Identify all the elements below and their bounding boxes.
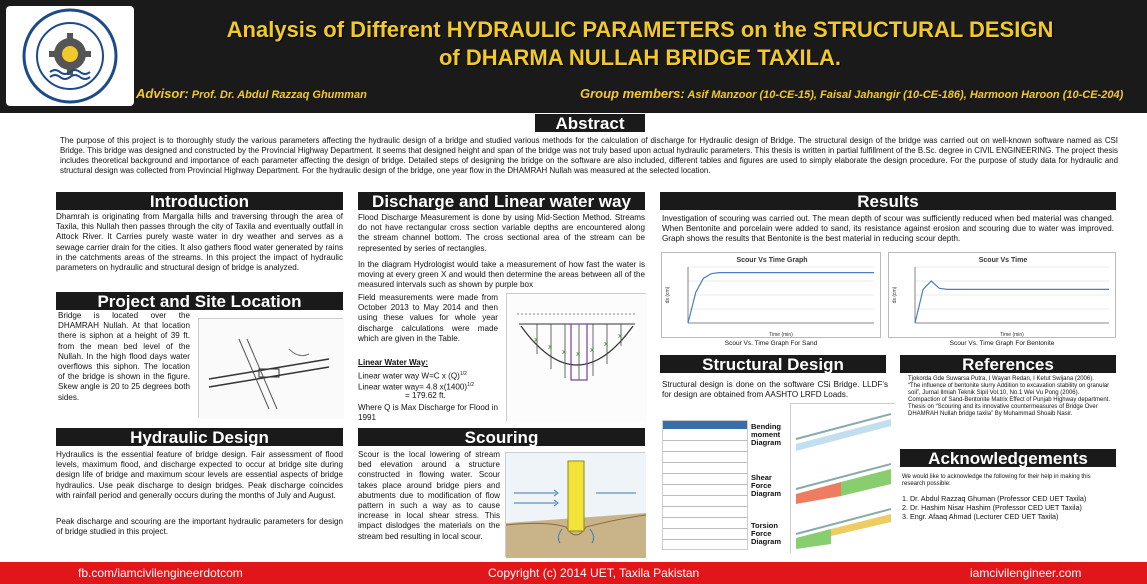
- table-row: [663, 484, 705, 495]
- scour-pier-figure: [505, 452, 645, 557]
- structural-design-text: Structural design is done on the software CSi Bridge. LLDF’s for design are obtained from AASHTO LRFD Loads.: [662, 380, 888, 400]
- label-torsion-force: Torsion Force Diagram: [751, 521, 782, 546]
- reference-item: “The influence of bentonite slurry Addition to excavation stability on granular soil”, Jurnal Ilmiah Teknik Sipil Vol.10, No.1 Wei Vu Pong (2006).: [908, 383, 1110, 396]
- linear-waterway-formula-text: Linear water way W=C x (Q): [358, 371, 460, 381]
- hydraulic-design-heading: Hydraulic Design: [56, 428, 343, 446]
- abstract-heading: Abstract: [535, 114, 645, 132]
- linear-waterway-line-2-text: Linear water way= 4.8 x(1400): [358, 382, 468, 392]
- linear-waterway-title: Linear Water Way:: [358, 358, 429, 367]
- footer-bar: [0, 562, 1147, 584]
- references-heading: References: [900, 355, 1116, 373]
- advisor-label: Advisor:: [136, 86, 189, 101]
- force-diagrams-figure: [790, 403, 895, 553]
- svg-text:x: x: [548, 343, 553, 351]
- acknowledgements-intro: We would like to acknowledge the following for their help in making this research possible:: [902, 474, 1091, 487]
- abstract-text: The purpose of this project is to thoroughly study the various parameters affecting the hydraulic design of a bridge and studied various methods for the calculation of discharge for Hydraulic design of Bridge. The structural design of the bridge was carried out on well-known software named as CSI Bridge. This bridge was designed and constructed by the Provincial Highway Department. It seems that designed height and span of the bridge was not truly based upon actual hydraulic parameters. This thesis is written in partial fulfillment of the B.Sc. degree in CIVIL ENGINEERING. The project thesis includes theoretical background and importance of each parameter affecting the design of bridge. Detailed steps of designing the bridge on the software are also included, different tables and figures are used to simply elaborate the design procedure. For the purpose of study data for hydraulic and structural design was collected from Provincial Highway Department. For the hydraulic design of the bridge, one year flow in the DHAMRAH Nullah was measured at the selected location.: [60, 136, 1118, 175]
- acknowledgement-item: 3. Engr. Afaaq Ahmad (Lecturer CED UET Taxila): [902, 512, 1059, 521]
- svg-text:x: x: [562, 348, 567, 356]
- y-axis-label: ds (cm): [892, 286, 898, 304]
- table-row: [663, 495, 705, 506]
- chart-title: Scour Vs Time Graph: [736, 257, 808, 264]
- caption-sand: Scour Vs. Time Graph For Sand: [724, 340, 818, 347]
- discharge-text: Flood Discharge Measurement is done by using Mid-Section Method. Streams do not have rectangular cross section variable depths are encountered along the stream channel bottom. The cross sectional area of the stream can be represented by series of rectangles.: [358, 213, 645, 253]
- project-site-heading: Project and Site Location: [56, 292, 343, 310]
- site-location-figure: [198, 318, 343, 418]
- svg-text:x: x: [534, 336, 539, 344]
- university-logo: [6, 6, 134, 106]
- label-bending-moment: Bending moment Diagram: [751, 422, 782, 447]
- footer-facebook-link[interactable]: fb.com/iamcivilengineerdotcom: [78, 566, 243, 580]
- svg-text:x: x: [590, 346, 595, 354]
- table-row: [663, 506, 705, 517]
- reference-item: Compaction of Sand-Bentonite Matrix Effect of Punjab Highway department.: [908, 397, 1110, 403]
- linear-waterway-result: = 179.62 ft.: [405, 391, 446, 400]
- members-names: Asif Manzoor (10-CE-15), Faisal Jahangir (10-CE-186), Harmoon Haroon (10-CE-204): [687, 89, 1124, 101]
- acknowledgements-heading: Acknowledgements: [900, 449, 1116, 467]
- field-measure-text: Field measurements were made from October 2013 to May 2014 and then using these values for whole year discharge calculations were made which are given in the Table.: [358, 293, 498, 343]
- title-line-1: Analysis of Different HYDRAULIC PARAMETERS on the STRUCTURAL DESIGN: [226, 17, 1054, 42]
- chart-scour-bentonite: [888, 252, 1116, 338]
- acknowledgement-item: 1. Dr. Abdul Razzaq Ghuman (Professor CED UET Taxila): [902, 494, 1087, 503]
- members-label: Group members:: [580, 86, 685, 101]
- chart-scour-sand: [661, 252, 881, 338]
- hydraulic-design-text-2: Peak discharge and scouring are the important hydraulic parameters for design of bridge studied in this project.: [56, 517, 343, 537]
- label-shear-force: Shear Force Diagram: [751, 473, 782, 498]
- scouring-heading: Scouring: [358, 428, 645, 446]
- footer-website-link[interactable]: iamcivilengineer.com: [970, 566, 1082, 580]
- advisor-name: Prof. Dr. Abdul Razzaq Ghumman: [191, 89, 367, 101]
- table-row: [663, 462, 705, 473]
- reference-item: Thesis on “Scouring and its innovative countermeasures of Bridge Over DHAMRAH Nullah bridge taxila” By Muhammad Shoaib Nasir.: [908, 404, 1098, 417]
- svg-text:x: x: [604, 340, 609, 348]
- advisor-line: [136, 86, 367, 101]
- linear-waterway-exponent-2: 1/2: [467, 382, 475, 388]
- members-line: [580, 86, 1123, 101]
- poster-title: [140, 16, 1140, 72]
- where-text: Where Q is Max Discharge for Flood in 1991: [358, 403, 498, 423]
- table-row: [663, 517, 705, 528]
- acknowledgement-item: 2. Dr. Hashim Nisar Hashim (Professor CED UET Taxila): [902, 503, 1082, 512]
- csi-input-table: [662, 420, 748, 550]
- project-site-text: Bridge is located over the DHAMRAH Nullah. At that location there is siphon at a height of 39 ft. from the mean bed level of the Nullah. In the high flood days water overflows this siphon. The location of the bridge is shown in the figure. Skew angle is 20 to 25 degrees both sides.: [58, 311, 190, 402]
- footer-copyright: Copyright (c) 2014 UET, Taxila Pakistan: [488, 566, 700, 580]
- caption-bentonite: Scour Vs. Time Graph For Bentonite: [949, 340, 1055, 347]
- acknowledgements-list: [902, 494, 1116, 521]
- table-row: [663, 528, 705, 539]
- table-row: [663, 440, 705, 451]
- linear-waterway-exponent: 1/2: [459, 371, 467, 377]
- table-row: [663, 473, 705, 484]
- series-line: [688, 273, 874, 323]
- references-list: [908, 376, 1113, 418]
- svg-text:x: x: [618, 332, 623, 340]
- y-axis-label: ds (cm): [665, 286, 671, 304]
- scouring-text: Scour is the local lowering of stream bed elevation around a structure constructed in flowing water. Scour takes place around bridge piers and abutments due to modification of flow pattern in such a way as to cause increase in local shear stress. This impact dislodges the materials on the stream bed resulting in local scour.: [358, 450, 500, 541]
- svg-text:x: x: [576, 350, 581, 358]
- results-heading: Results: [660, 192, 1116, 210]
- reference-item: Tjokorda Gde Suwarsa Putra, I Wayan Redan, I Ketut Swijana (2006).: [908, 376, 1094, 382]
- x-axis-label: Time (min): [769, 332, 793, 338]
- series-line: [915, 281, 1109, 323]
- table-row: [663, 429, 705, 440]
- title-line-2: of DHARMA NULLAH BRIDGE TAXILA.: [438, 45, 842, 70]
- hydraulic-design-text-1: Hydraulics is the essential feature of bridge design. Fair assessment of flood levels, maximum flood, and discharge expected to occur at bridge site during design life of bridge and maximum scour levels are essential aspects of bridge hydraulics. Use peak discharge to design bridges. Peak discharge coincides with rainfall period and generally occurs during the months of July and August.: [56, 450, 343, 500]
- introduction-text: Dhamrah is originating from Margalla hills and traversing through the area of Taxila, this Nullah then passes through the city of Taxila and eventually outfall in Attock River. It Carries purely waste water in dry weather and serves as a sewage carrier drain for the cities. It also gathers flood water generated by rains in the catchments areas of the streams. In this project the impact of hydraulic parameters on hydraulic and structural design of bridge is analyzed.: [56, 212, 343, 273]
- introduction-heading: Introduction: [56, 192, 343, 210]
- structural-design-heading: Structural Design: [660, 355, 886, 373]
- discharge-text-2: In the diagram Hydrologist would take a measurement of how fast the water is moving at every green X and would then determine the areas between all of the measured intervals such as shown by purple box: [358, 260, 645, 290]
- chart-title: Scour Vs Time: [978, 257, 1028, 264]
- table-row: [663, 451, 705, 462]
- x-axis-label: Time (min): [1000, 332, 1024, 338]
- mid-section-diagram: [506, 293, 646, 421]
- discharge-heading: Discharge and Linear water way: [358, 192, 645, 210]
- results-text: Investigation of scouring was carried out. The mean depth of scour was sufficiently reduced when bed material was changed. When Bentonite and porcelain were added to sand, its resistance against erosion and scouring due to water was improved. Graph shows the results that Bentonite is the best material in reducing scour depth.: [662, 214, 1114, 244]
